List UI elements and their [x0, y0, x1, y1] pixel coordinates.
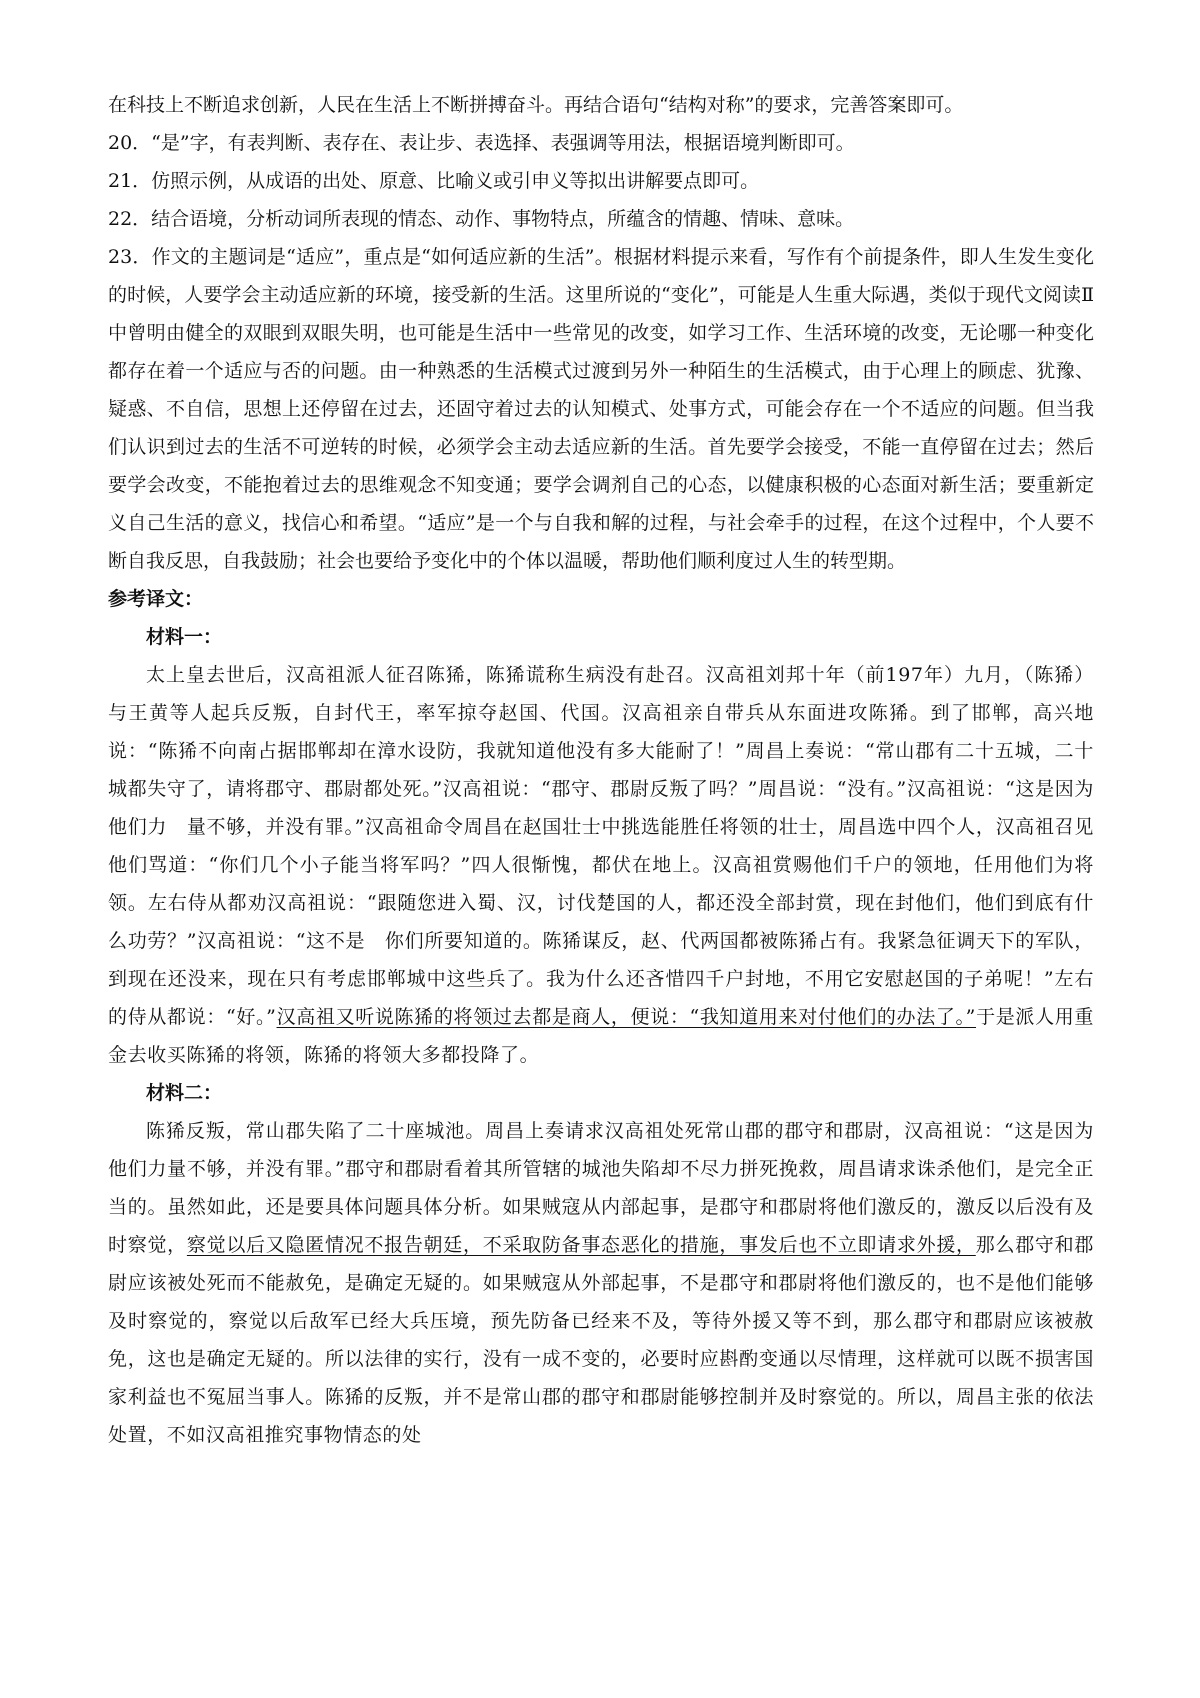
answer-23: 23．作文的主题词是“适应”，重点是“如何适应新的生活”。根据材料提示来看，写作有个前提条件，即人生发生变化的时候，人要学会主动适应新的环境，接受新的生活。这里所说的“变化”，可能是人生重大际遇，类似于现代文阅读Ⅱ中曾明由健全的双眼到双眼失明，也可能是生活中一些常见的改变，如学习工作、生活环境的改变，无论哪一种变化都存在着一个适应与否的问题。由一种熟悉的生活模式过渡到另外一种陌生的生活模式，由于心理上的顾虑、犹豫、疑惑、不自信，思想上还停留在过去，还固守着过去的认知模式、处事方式，可能会存在一个不适应的问题。但当我们认识到过去的生活不可逆转的时候，必须学会主动去适应新的生活。首先要学会接受，不能一直停留在过去；然后要学会改变，不能抱着过去的思维观念不知变通；要学会调剂自己的心态，以健康积极的心态面对新生活；要重新定义自己生活的意义，找信心和希望。“适应”是一个与自我和解的过程，与社会牵手的过程，在这个过程中，个人要不断自我反思，自我鼓励；社会也要给予变化中的个体以温暖，帮助他们顺利度过人生的转型期。 — [108, 246, 1094, 572]
material-1-ending: 于是派人用重金去收买陈狶的将领，陈狶的将领大多都投降了。 — [108, 1006, 1094, 1066]
material-1-text — [108, 656, 1094, 1074]
material-2-ending: 那么郡守和郡尉应该被处死而不能赦免，是确定无疑的。如果贼寇从外部起事，不是郡守和郡尉将他们激反的，也不是他们能够及时察觉的，察觉以后敌军已经大兵压境，预先防备已经来不及，等待外援又等不到，那么郡守和郡尉应该被赦免，这也是确定无疑的。所以法律的实行，没有一成不变的，必要时应斟酌变通以尽情理，这样就可以既不损害国家利益也不冤屈当事人。陈狶的反叛，并不是常山郡的郡守和郡尉能够控制并及时察觉的。所以，周昌主张的依法处置，不如汉高祖推究事物情态的处 — [108, 1234, 1094, 1446]
answer-21: 21．仿照示例，从成语的出处、原意、比喻义或引申义等拟出讲解要点即可。 — [108, 170, 760, 192]
answer-20: 20．“是”字，有表判断、表存在、表让步、表选择、表强调等用法，根据语境判断即可。 — [108, 132, 855, 154]
answer-22: 22．结合语境，分析动词所表现的情态、动作、事物特点，所蕴含的情趣、情味、意味。 — [108, 208, 855, 230]
reference-translation-heading: 参考译文： — [108, 588, 204, 610]
material-2-underlined: 察觉以后又隐匿情况不报告朝廷，不采取防备事态恶化的措施，事发后也不立即请求外援， — [186, 1234, 976, 1256]
material-1-body: 太上皇去世后，汉高祖派人征召陈狶，陈狶谎称生病没有赴召。汉高祖刘邦十年（前197年）九月，（陈狶）与王黄等人起兵反叛，自封代王，率军掠夺赵国、代国。汉高祖亲自带兵从东面进攻陈狶。到了邯郸，高兴地说：“陈狶不向南占据邯郸却在漳水设防，我就知道他没有多大能耐了！”周昌上奏说：“常山郡有二十五城，二十城都失守了，请将郡守、郡尉都处死。”汉高祖说：“郡守、郡尉反叛了吗？”周昌说：“没有。”汉高祖说：“这是因为他们力 量不够，并没有罪。”汉高祖命令周昌在赵国壮士中挑选能胜任将领的壮士，周昌选中四个人，汉高祖召见他们骂道：“你们几个小子能当将军吗？”四人很惭愧，都伏在地上。汉高祖赏赐他们千户的领地，任用他们为将领。左右侍从都劝汉高祖说：“跟随您进入蜀、汉，讨伐楚国的人，都还没全部封赏，现在封他们，他们到底有什么功劳？”汉高祖说：“这不是 你们所要知道的。陈狶谋反，赵、代两国都被陈狶占有。我紧急征调天下的军队，到现在还没来，现在只有考虑邯郸城中这些兵了。我为什么还吝惜四千户封地，不用它安慰赵国的子弟呢！”左右的侍从都说：“好。” — [108, 664, 1094, 1028]
material-2-text — [108, 1112, 1094, 1454]
material-1-underlined: 汉高祖又听说陈狶的将领过去都是商人，便说：“我知道用来对付他们的办法了。” — [276, 1006, 977, 1028]
answer-explanations — [108, 86, 1094, 580]
material-2-heading: 材料二： — [146, 1082, 223, 1104]
material-1-heading: 材料一： — [146, 626, 223, 648]
material-2-body: 陈狶反叛，常山郡失陷了二十座城池。周昌上奏请求汉高祖处死常山郡的郡守和郡尉，汉高祖说：“这是因为他们力量不够，并没有罪。”郡守和郡尉看着其所管辖的城池失陷却不尽力拼死挽救，周昌请求诛杀他们，是完全正当的。虽然如此，还是要具体问题具体分析。如果贼寇从内部起事，是郡守和郡尉将他们激反的，激反以后没有及时察觉， — [108, 1120, 1094, 1256]
answer-continuation: 在科技上不断追求创新，人民在生活上不断拼搏奋斗。再结合语句“结构对称”的要求，完善答案即可。 — [108, 94, 964, 116]
